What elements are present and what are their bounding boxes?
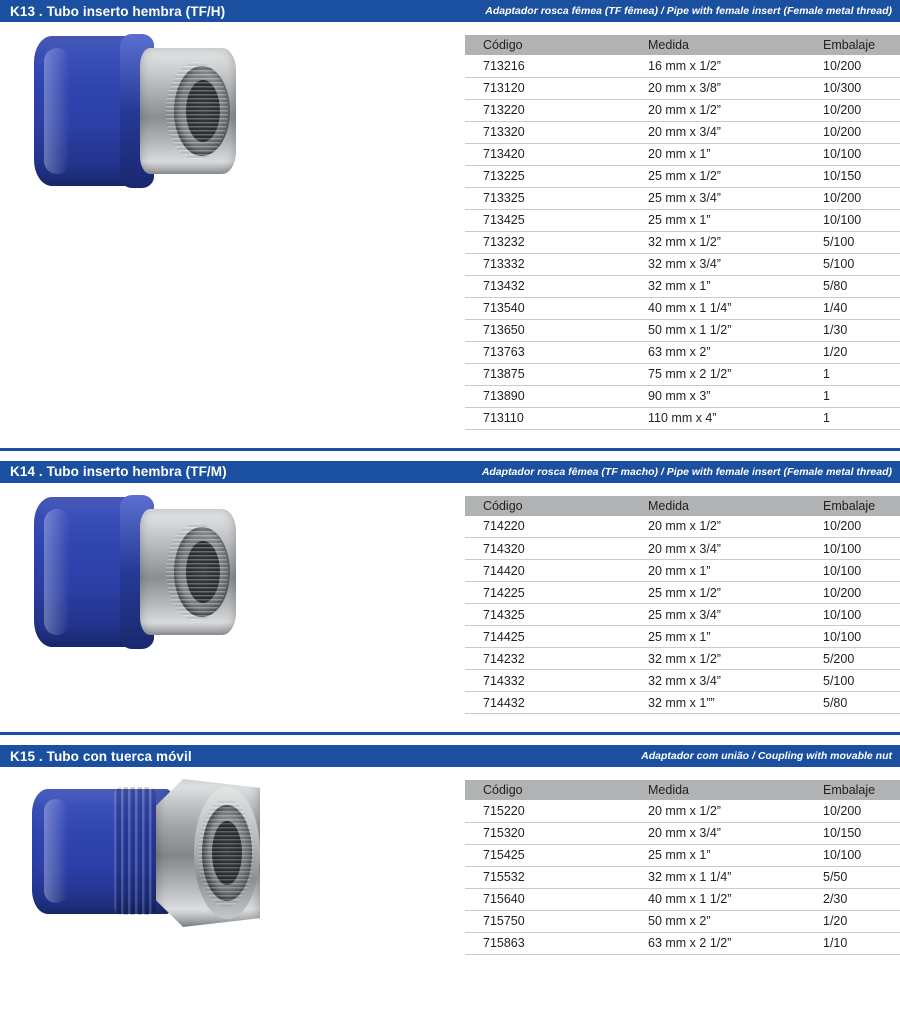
cell-code: 714432 [465, 692, 630, 714]
cell-code: 713220 [465, 99, 630, 121]
cell-size: 20 mm x 1/2” [630, 99, 805, 121]
section-title-k15: K15 . Tubo con tuerca móvil [10, 748, 192, 764]
cell-packaging: 5/80 [805, 692, 900, 714]
spec-table-wrapper-k14 [465, 483, 900, 715]
cell-code: 714325 [465, 604, 630, 626]
column-header-packaging: Embalaje [805, 780, 900, 800]
cell-size: 50 mm x 2” [630, 910, 805, 932]
cell-size: 32 mm x 3/4” [630, 253, 805, 275]
section-body-k15 [0, 767, 900, 955]
cell-packaging: 10/100 [805, 209, 900, 231]
cell-size: 40 mm x 1 1/2” [630, 888, 805, 910]
table-row [465, 626, 900, 648]
cell-code: 713216 [465, 55, 630, 77]
cell-packaging: 10/100 [805, 604, 900, 626]
cell-size: 63 mm x 2 1/2” [630, 932, 805, 954]
product-section-k14 [0, 461, 900, 715]
cell-size: 20 mm x 1” [630, 560, 805, 582]
cell-packaging: 10/100 [805, 844, 900, 866]
table-row [465, 604, 900, 626]
column-header-packaging: Embalaje [805, 35, 900, 55]
column-header-packaging: Embalaje [805, 496, 900, 516]
cell-packaging: 10/150 [805, 165, 900, 187]
table-row [465, 866, 900, 888]
cell-size: 32 mm x 3/4” [630, 670, 805, 692]
section-gap [0, 714, 900, 732]
product-image-k15 [0, 767, 465, 942]
product-section-k13 [0, 0, 900, 430]
table-row [465, 516, 900, 538]
cell-packaging: 10/200 [805, 121, 900, 143]
product-image-k13 [0, 22, 465, 207]
product-section-k15 [0, 745, 900, 955]
table-row [465, 77, 900, 99]
cell-packaging: 10/300 [805, 77, 900, 99]
cell-code: 715750 [465, 910, 630, 932]
fitting-illustration-female-insert [28, 22, 278, 207]
section-gap [0, 735, 900, 745]
thread-bore-shape [174, 527, 230, 617]
metal-insert-shape [140, 48, 236, 174]
table-row [465, 692, 900, 714]
table-row [465, 297, 900, 319]
table-row [465, 670, 900, 692]
cell-size: 40 mm x 1 1/4” [630, 297, 805, 319]
cell-code: 713650 [465, 319, 630, 341]
cell-packaging: 10/150 [805, 822, 900, 844]
table-header-row [465, 496, 900, 516]
section-title-k14: K14 . Tubo inserto hembra (TF/M) [10, 464, 227, 479]
cell-size: 25 mm x 1/2” [630, 582, 805, 604]
cell-code: 715532 [465, 866, 630, 888]
cell-size: 25 mm x 1/2” [630, 165, 805, 187]
table-row [465, 822, 900, 844]
cell-packaging: 5/50 [805, 866, 900, 888]
section-header-k15 [0, 745, 900, 767]
cell-packaging: 10/200 [805, 99, 900, 121]
cell-packaging: 5/100 [805, 231, 900, 253]
cell-packaging: 1/30 [805, 319, 900, 341]
cell-size: 25 mm x 1” [630, 844, 805, 866]
column-header-size: Medida [630, 496, 805, 516]
cell-code: 713232 [465, 231, 630, 253]
spec-table-k15 [465, 780, 900, 955]
cell-size: 20 mm x 1/2” [630, 516, 805, 538]
thread-lines-shape [198, 799, 254, 907]
cell-code: 714225 [465, 582, 630, 604]
section-header-k14 [0, 461, 900, 483]
cell-size: 20 mm x 1/2” [630, 800, 805, 822]
cell-size: 32 mm x 1 1/4” [630, 866, 805, 888]
cell-code: 713225 [465, 165, 630, 187]
cell-code: 713432 [465, 275, 630, 297]
cell-packaging: 10/100 [805, 626, 900, 648]
cell-code: 713120 [465, 77, 630, 99]
blue-grip-ribs-shape [114, 787, 156, 915]
table-row [465, 582, 900, 604]
cell-code: 713540 [465, 297, 630, 319]
cell-size: 20 mm x 3/4” [630, 822, 805, 844]
cell-code: 715320 [465, 822, 630, 844]
cell-packaging: 5/100 [805, 253, 900, 275]
column-header-code: Código [465, 780, 630, 800]
table-row [465, 538, 900, 560]
cell-packaging: 1 [805, 363, 900, 385]
section-subtitle-k15: Adaptador com união / Coupling with movable nut [641, 750, 892, 762]
cell-code: 713332 [465, 253, 630, 275]
cell-code: 715425 [465, 844, 630, 866]
cell-code: 713763 [465, 341, 630, 363]
table-row [465, 55, 900, 77]
hex-nut-shape [156, 779, 260, 927]
cell-code: 713425 [465, 209, 630, 231]
table-row [465, 253, 900, 275]
spec-table-wrapper-k13 [465, 22, 900, 430]
cell-size: 25 mm x 1” [630, 209, 805, 231]
cell-size: 25 mm x 3/4” [630, 604, 805, 626]
cell-packaging: 10/100 [805, 560, 900, 582]
cell-packaging: 2/30 [805, 888, 900, 910]
table-row [465, 888, 900, 910]
product-image-k14 [0, 483, 465, 668]
section-gap [0, 430, 900, 448]
table-row [465, 932, 900, 954]
cell-size: 20 mm x 1” [630, 143, 805, 165]
fitting-illustration-female-insert [28, 483, 278, 668]
fitting-illustration-movable-nut [28, 767, 328, 942]
cell-size: 25 mm x 1” [630, 626, 805, 648]
cell-size: 20 mm x 3/4” [630, 121, 805, 143]
section-subtitle-k14: Adaptador rosca fêmea (TF macho) / Pipe with female insert (Female metal thread) [481, 465, 892, 478]
cell-packaging: 5/100 [805, 670, 900, 692]
cell-packaging: 1/20 [805, 341, 900, 363]
spec-table-k13 [465, 35, 900, 430]
table-row [465, 341, 900, 363]
metal-insert-shape [140, 509, 236, 635]
cell-packaging: 10/200 [805, 800, 900, 822]
table-row [465, 231, 900, 253]
cell-code: 715863 [465, 932, 630, 954]
cell-size: 20 mm x 3/8” [630, 77, 805, 99]
cell-packaging: 10/200 [805, 187, 900, 209]
section-body-k13 [0, 22, 900, 430]
cell-packaging: 5/80 [805, 275, 900, 297]
cell-packaging: 1/20 [805, 910, 900, 932]
thread-bore-shape [174, 66, 230, 156]
cell-code: 713110 [465, 407, 630, 429]
cell-size: 16 mm x 1/2” [630, 55, 805, 77]
table-row [465, 385, 900, 407]
cell-size: 63 mm x 2” [630, 341, 805, 363]
table-row [465, 910, 900, 932]
cell-size: 32 mm x 1”” [630, 692, 805, 714]
table-row [465, 844, 900, 866]
cell-size: 25 mm x 3/4” [630, 187, 805, 209]
column-header-size: Medida [630, 35, 805, 55]
column-header-code: Código [465, 35, 630, 55]
cell-packaging: 5/200 [805, 648, 900, 670]
table-header-row [465, 780, 900, 800]
spec-table-wrapper-k15 [465, 767, 900, 955]
table-row [465, 209, 900, 231]
cell-size: 50 mm x 1 1/2” [630, 319, 805, 341]
cell-size: 32 mm x 1/2” [630, 231, 805, 253]
table-row [465, 121, 900, 143]
cell-code: 714232 [465, 648, 630, 670]
table-row [465, 99, 900, 121]
cell-size: 90 mm x 3” [630, 385, 805, 407]
table-row [465, 363, 900, 385]
table-row [465, 165, 900, 187]
cell-size: 110 mm x 4” [630, 407, 805, 429]
cell-size: 20 mm x 3/4” [630, 538, 805, 560]
cell-packaging: 1/10 [805, 932, 900, 954]
table-row [465, 143, 900, 165]
table-row [465, 275, 900, 297]
section-subtitle-k13: Adaptador rosca fêmea (TF fêmea) / Pipe with female insert (Female metal thread) [485, 5, 892, 17]
cell-code: 714420 [465, 560, 630, 582]
table-row [465, 648, 900, 670]
cell-packaging: 1 [805, 407, 900, 429]
cell-code: 714220 [465, 516, 630, 538]
section-gap [0, 451, 900, 461]
table-row [465, 407, 900, 429]
cell-size: 32 mm x 1/2” [630, 648, 805, 670]
cell-code: 715640 [465, 888, 630, 910]
cell-code: 714320 [465, 538, 630, 560]
spec-table-k14 [465, 496, 900, 715]
table-header-row [465, 35, 900, 55]
cell-code: 714425 [465, 626, 630, 648]
cell-code: 713320 [465, 121, 630, 143]
table-row [465, 319, 900, 341]
cell-packaging: 10/200 [805, 516, 900, 538]
cell-size: 75 mm x 2 1/2” [630, 363, 805, 385]
cell-code: 713875 [465, 363, 630, 385]
section-body-k14 [0, 483, 900, 715]
cell-size: 32 mm x 1” [630, 275, 805, 297]
cell-packaging: 10/200 [805, 582, 900, 604]
table-row [465, 800, 900, 822]
table-row [465, 187, 900, 209]
cell-packaging: 10/200 [805, 55, 900, 77]
section-header-k13 [0, 0, 900, 22]
cell-packaging: 1/40 [805, 297, 900, 319]
cell-packaging: 1 [805, 385, 900, 407]
cell-code: 713325 [465, 187, 630, 209]
column-header-code: Código [465, 496, 630, 516]
section-title-k13: K13 . Tubo inserto hembra (TF/H) [10, 3, 226, 19]
cell-code: 713890 [465, 385, 630, 407]
cell-packaging: 10/100 [805, 538, 900, 560]
table-body-k14 [465, 516, 900, 714]
table-row [465, 560, 900, 582]
cell-code: 713420 [465, 143, 630, 165]
cell-code: 715220 [465, 800, 630, 822]
column-header-size: Medida [630, 780, 805, 800]
table-body-k13 [465, 55, 900, 429]
cell-code: 714332 [465, 670, 630, 692]
cell-packaging: 10/100 [805, 143, 900, 165]
table-body-k15 [465, 800, 900, 954]
